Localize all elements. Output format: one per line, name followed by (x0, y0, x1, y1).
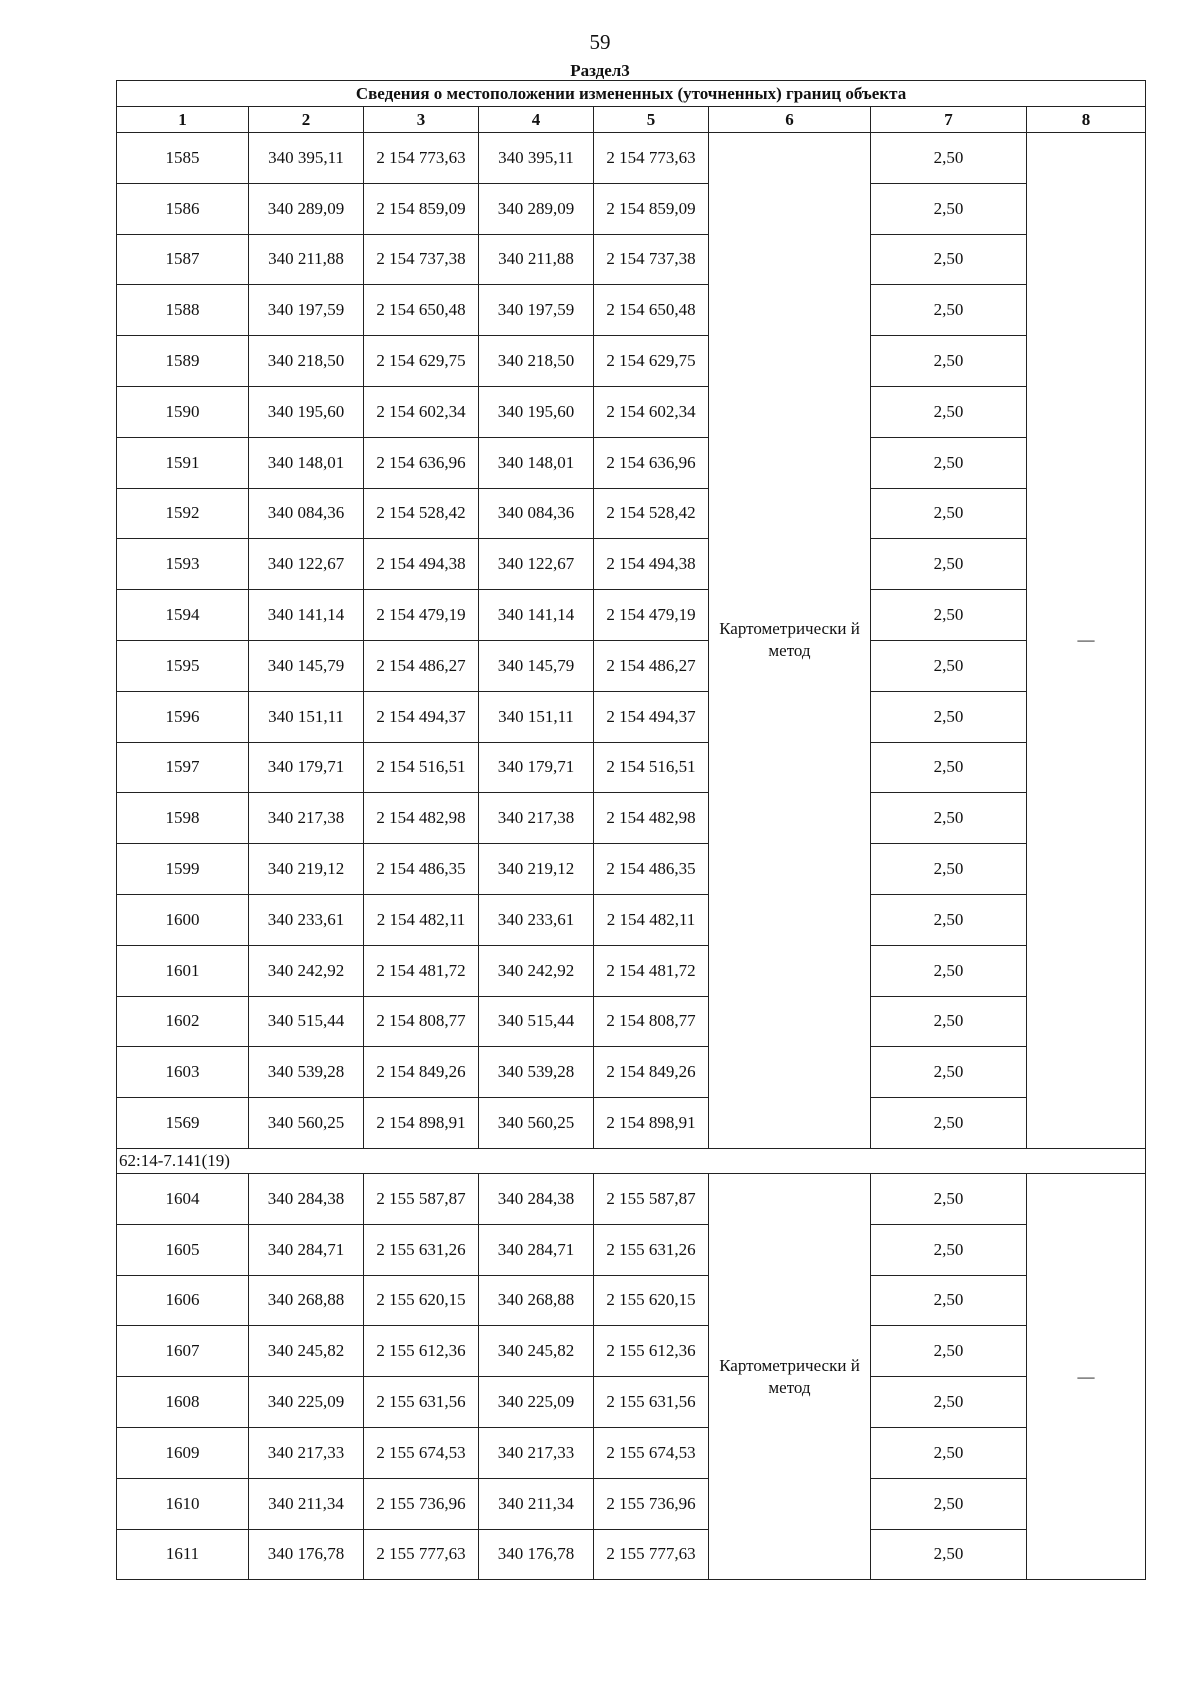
y-existing-cell: 2 155 631,26 (364, 1224, 479, 1275)
y-new-cell: 2 155 631,56 (594, 1377, 709, 1428)
x-new-cell: 340 084,36 (479, 488, 594, 539)
y-existing-cell: 2 155 612,36 (364, 1326, 479, 1377)
y-new-cell: 2 154 808,77 (594, 996, 709, 1047)
y-existing-cell: 2 154 516,51 (364, 742, 479, 793)
table-row (117, 437, 1146, 488)
x-existing-cell: 340 179,71 (249, 742, 364, 793)
group-label-row (117, 1148, 1146, 1173)
x-existing-cell: 340 084,36 (249, 488, 364, 539)
accuracy-cell: 2,50 (871, 894, 1027, 945)
point-number-cell: 1609 (117, 1427, 249, 1478)
x-existing-cell: 340 225,09 (249, 1377, 364, 1428)
table-row (117, 1529, 1146, 1580)
column-number: 3 (364, 107, 479, 133)
y-new-cell: 2 154 494,37 (594, 691, 709, 742)
table-row (117, 183, 1146, 234)
x-existing-cell: 340 560,25 (249, 1098, 364, 1149)
accuracy-cell: 2,50 (871, 996, 1027, 1047)
y-existing-cell: 2 154 482,11 (364, 894, 479, 945)
table-row (117, 386, 1146, 437)
y-new-cell: 2 155 620,15 (594, 1275, 709, 1326)
table-body (117, 133, 1146, 1580)
y-new-cell: 2 154 516,51 (594, 742, 709, 793)
y-existing-cell: 2 154 773,63 (364, 133, 479, 184)
x-new-cell: 340 539,28 (479, 1047, 594, 1098)
point-number-cell: 1602 (117, 996, 249, 1047)
y-existing-cell: 2 155 587,87 (364, 1173, 479, 1224)
y-existing-cell: 2 154 482,98 (364, 793, 479, 844)
x-existing-cell: 340 219,12 (249, 844, 364, 895)
point-number-cell: 1611 (117, 1529, 249, 1580)
x-new-cell: 340 197,59 (479, 285, 594, 336)
x-new-cell: 340 217,38 (479, 793, 594, 844)
dash-cell: — (1027, 1173, 1146, 1579)
group-label: 62:14-7.141(19) (117, 1148, 1146, 1173)
y-existing-cell: 2 154 737,38 (364, 234, 479, 285)
table-row (117, 1224, 1146, 1275)
x-existing-cell: 340 176,78 (249, 1529, 364, 1580)
column-number: 7 (871, 107, 1027, 133)
accuracy-cell: 2,50 (871, 1047, 1027, 1098)
y-new-cell: 2 155 631,26 (594, 1224, 709, 1275)
y-existing-cell: 2 154 808,77 (364, 996, 479, 1047)
accuracy-cell: 2,50 (871, 1098, 1027, 1149)
x-existing-cell: 340 145,79 (249, 640, 364, 691)
x-existing-cell: 340 197,59 (249, 285, 364, 336)
point-number-cell: 1591 (117, 437, 249, 488)
point-number-cell: 1608 (117, 1377, 249, 1428)
y-existing-cell: 2 154 479,19 (364, 590, 479, 641)
x-new-cell: 340 395,11 (479, 133, 594, 184)
y-new-cell: 2 154 486,35 (594, 844, 709, 895)
accuracy-cell: 2,50 (871, 1427, 1027, 1478)
y-new-cell: 2 154 602,34 (594, 386, 709, 437)
x-new-cell: 340 218,50 (479, 336, 594, 387)
y-existing-cell: 2 154 849,26 (364, 1047, 479, 1098)
accuracy-cell: 2,50 (871, 1529, 1027, 1580)
table-row (117, 844, 1146, 895)
x-existing-cell: 340 217,38 (249, 793, 364, 844)
column-number: 2 (249, 107, 364, 133)
accuracy-cell: 2,50 (871, 1377, 1027, 1428)
y-existing-cell: 2 155 620,15 (364, 1275, 479, 1326)
y-new-cell: 2 154 898,91 (594, 1098, 709, 1149)
point-number-cell: 1593 (117, 539, 249, 590)
point-number-cell: 1597 (117, 742, 249, 793)
x-new-cell: 340 284,71 (479, 1224, 594, 1275)
table-row (117, 1377, 1146, 1428)
x-existing-cell: 340 122,67 (249, 539, 364, 590)
method-cell: Картометрически й метод (709, 133, 871, 1149)
point-number-cell: 1596 (117, 691, 249, 742)
point-number-cell: 1600 (117, 894, 249, 945)
accuracy-cell: 2,50 (871, 793, 1027, 844)
point-number-cell: 1606 (117, 1275, 249, 1326)
x-new-cell: 340 268,88 (479, 1275, 594, 1326)
y-new-cell: 2 154 494,38 (594, 539, 709, 590)
point-number-cell: 1601 (117, 945, 249, 996)
y-existing-cell: 2 155 736,96 (364, 1478, 479, 1529)
point-number-cell: 1585 (117, 133, 249, 184)
column-number: 8 (1027, 107, 1146, 133)
table-row (117, 1478, 1146, 1529)
table-row (117, 793, 1146, 844)
y-existing-cell: 2 154 494,38 (364, 539, 479, 590)
point-number-cell: 1590 (117, 386, 249, 437)
x-new-cell: 340 560,25 (479, 1098, 594, 1149)
table-row (117, 1098, 1146, 1149)
point-number-cell: 1587 (117, 234, 249, 285)
y-new-cell: 2 155 736,96 (594, 1478, 709, 1529)
y-existing-cell: 2 154 898,91 (364, 1098, 479, 1149)
y-new-cell: 2 155 587,87 (594, 1173, 709, 1224)
y-new-cell: 2 154 849,26 (594, 1047, 709, 1098)
x-new-cell: 340 176,78 (479, 1529, 594, 1580)
table-row (117, 590, 1146, 641)
accuracy-cell: 2,50 (871, 691, 1027, 742)
x-new-cell: 340 179,71 (479, 742, 594, 793)
x-new-cell: 340 195,60 (479, 386, 594, 437)
y-existing-cell: 2 154 859,09 (364, 183, 479, 234)
y-new-cell: 2 154 481,72 (594, 945, 709, 996)
table-row (117, 996, 1146, 1047)
x-existing-cell: 340 233,61 (249, 894, 364, 945)
y-new-cell: 2 154 859,09 (594, 183, 709, 234)
y-new-cell: 2 154 479,19 (594, 590, 709, 641)
x-existing-cell: 340 148,01 (249, 437, 364, 488)
x-new-cell: 340 289,09 (479, 183, 594, 234)
accuracy-cell: 2,50 (871, 386, 1027, 437)
x-existing-cell: 340 245,82 (249, 1326, 364, 1377)
accuracy-cell: 2,50 (871, 539, 1027, 590)
table-row (117, 234, 1146, 285)
table-row (117, 133, 1146, 184)
x-existing-cell: 340 211,34 (249, 1478, 364, 1529)
x-existing-cell: 340 284,38 (249, 1173, 364, 1224)
accuracy-cell: 2,50 (871, 234, 1027, 285)
x-new-cell: 340 284,38 (479, 1173, 594, 1224)
y-existing-cell: 2 155 631,56 (364, 1377, 479, 1428)
boundary-coordinates-table (116, 80, 1146, 1580)
point-number-cell: 1603 (117, 1047, 249, 1098)
table-row (117, 539, 1146, 590)
accuracy-cell: 2,50 (871, 1173, 1027, 1224)
y-new-cell: 2 154 629,75 (594, 336, 709, 387)
point-number-cell: 1595 (117, 640, 249, 691)
table-row (117, 488, 1146, 539)
table-row (117, 640, 1146, 691)
column-number-row (117, 107, 1146, 133)
method-cell: Картометрически й метод (709, 1173, 871, 1579)
x-existing-cell: 340 515,44 (249, 996, 364, 1047)
y-existing-cell: 2 154 629,75 (364, 336, 479, 387)
column-number: 6 (709, 107, 871, 133)
x-new-cell: 340 145,79 (479, 640, 594, 691)
column-number: 5 (594, 107, 709, 133)
x-existing-cell: 340 218,50 (249, 336, 364, 387)
page-number: 59 (589, 30, 611, 54)
table-row (117, 742, 1146, 793)
accuracy-cell: 2,50 (871, 844, 1027, 895)
y-new-cell: 2 154 482,98 (594, 793, 709, 844)
x-existing-cell: 340 268,88 (249, 1275, 364, 1326)
accuracy-cell: 2,50 (871, 285, 1027, 336)
x-new-cell: 340 515,44 (479, 996, 594, 1047)
table-row (117, 1173, 1146, 1224)
x-new-cell: 340 219,12 (479, 844, 594, 895)
section-title: Раздел3 (570, 61, 630, 80)
y-existing-cell: 2 154 636,96 (364, 437, 479, 488)
y-existing-cell: 2 154 486,35 (364, 844, 479, 895)
accuracy-cell: 2,50 (871, 1275, 1027, 1326)
point-number-cell: 1598 (117, 793, 249, 844)
y-existing-cell: 2 154 650,48 (364, 285, 479, 336)
point-number-cell: 1589 (117, 336, 249, 387)
point-number-cell: 1599 (117, 844, 249, 895)
accuracy-cell: 2,50 (871, 133, 1027, 184)
accuracy-cell: 2,50 (871, 437, 1027, 488)
x-new-cell: 340 211,88 (479, 234, 594, 285)
y-existing-cell: 2 154 486,27 (364, 640, 479, 691)
point-number-cell: 1605 (117, 1224, 249, 1275)
x-existing-cell: 340 195,60 (249, 386, 364, 437)
x-new-cell: 340 233,61 (479, 894, 594, 945)
x-new-cell: 340 245,82 (479, 1326, 594, 1377)
point-number-cell: 1586 (117, 183, 249, 234)
y-existing-cell: 2 155 674,53 (364, 1427, 479, 1478)
y-new-cell: 2 154 636,96 (594, 437, 709, 488)
y-new-cell: 2 154 482,11 (594, 894, 709, 945)
x-existing-cell: 340 395,11 (249, 133, 364, 184)
table-row (117, 1275, 1146, 1326)
accuracy-cell: 2,50 (871, 336, 1027, 387)
accuracy-cell: 2,50 (871, 1478, 1027, 1529)
x-new-cell: 340 242,92 (479, 945, 594, 996)
x-existing-cell: 340 242,92 (249, 945, 364, 996)
dash-cell: — (1027, 133, 1146, 1149)
accuracy-cell: 2,50 (871, 1326, 1027, 1377)
x-existing-cell: 340 289,09 (249, 183, 364, 234)
table-caption-row (117, 81, 1146, 107)
x-existing-cell: 340 217,33 (249, 1427, 364, 1478)
table-row (117, 894, 1146, 945)
point-number-cell: 1594 (117, 590, 249, 641)
x-existing-cell: 340 539,28 (249, 1047, 364, 1098)
accuracy-cell: 2,50 (871, 183, 1027, 234)
point-number-cell: 1569 (117, 1098, 249, 1149)
x-new-cell: 340 217,33 (479, 1427, 594, 1478)
table-row (117, 945, 1146, 996)
point-number-cell: 1588 (117, 285, 249, 336)
point-number-cell: 1604 (117, 1173, 249, 1224)
point-number-cell: 1607 (117, 1326, 249, 1377)
accuracy-cell: 2,50 (871, 640, 1027, 691)
accuracy-cell: 2,50 (871, 590, 1027, 641)
column-number: 4 (479, 107, 594, 133)
y-new-cell: 2 154 737,38 (594, 234, 709, 285)
x-existing-cell: 340 141,14 (249, 590, 364, 641)
x-new-cell: 340 141,14 (479, 590, 594, 641)
y-new-cell: 2 155 674,53 (594, 1427, 709, 1478)
y-new-cell: 2 155 777,63 (594, 1529, 709, 1580)
x-new-cell: 340 211,34 (479, 1478, 594, 1529)
table-row (117, 336, 1146, 387)
table-caption: Сведения о местоположении измененных (уточненных) границ объекта (117, 81, 1146, 107)
accuracy-cell: 2,50 (871, 488, 1027, 539)
point-number-cell: 1592 (117, 488, 249, 539)
x-existing-cell: 340 284,71 (249, 1224, 364, 1275)
y-new-cell: 2 154 773,63 (594, 133, 709, 184)
y-existing-cell: 2 154 602,34 (364, 386, 479, 437)
y-new-cell: 2 154 650,48 (594, 285, 709, 336)
y-existing-cell: 2 154 528,42 (364, 488, 479, 539)
y-new-cell: 2 154 528,42 (594, 488, 709, 539)
x-new-cell: 340 122,67 (479, 539, 594, 590)
table-row (117, 1326, 1146, 1377)
y-new-cell: 2 154 486,27 (594, 640, 709, 691)
y-existing-cell: 2 154 481,72 (364, 945, 479, 996)
accuracy-cell: 2,50 (871, 945, 1027, 996)
accuracy-cell: 2,50 (871, 1224, 1027, 1275)
table-row (117, 691, 1146, 742)
table-row (117, 1427, 1146, 1478)
column-number: 1 (117, 107, 249, 133)
x-new-cell: 340 225,09 (479, 1377, 594, 1428)
x-new-cell: 340 151,11 (479, 691, 594, 742)
y-new-cell: 2 155 612,36 (594, 1326, 709, 1377)
table-row (117, 285, 1146, 336)
y-existing-cell: 2 155 777,63 (364, 1529, 479, 1580)
point-number-cell: 1610 (117, 1478, 249, 1529)
x-new-cell: 340 148,01 (479, 437, 594, 488)
table-row (117, 1047, 1146, 1098)
accuracy-cell: 2,50 (871, 742, 1027, 793)
x-existing-cell: 340 211,88 (249, 234, 364, 285)
y-existing-cell: 2 154 494,37 (364, 691, 479, 742)
x-existing-cell: 340 151,11 (249, 691, 364, 742)
